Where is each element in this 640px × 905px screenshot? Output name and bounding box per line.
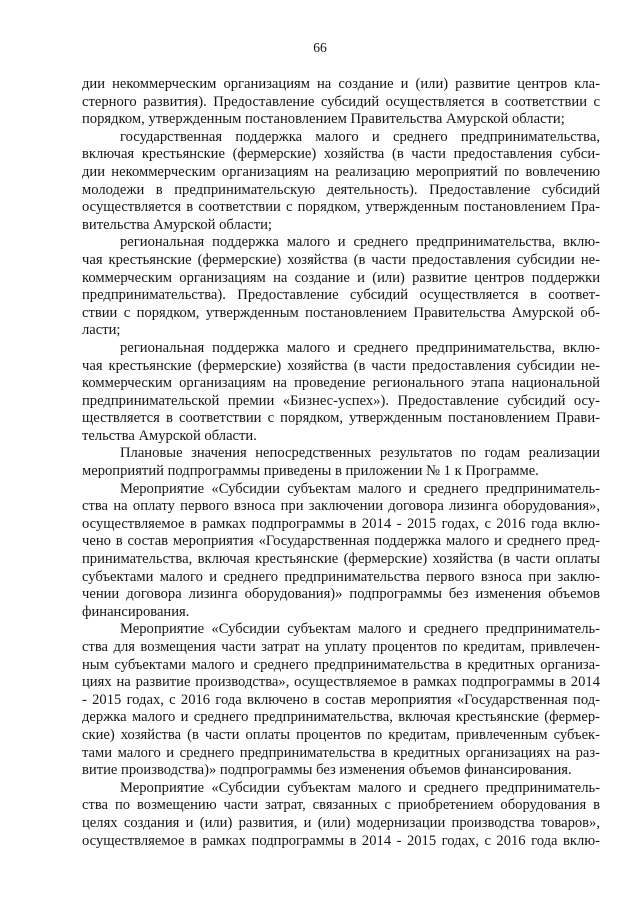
text-line: ществляется в соответствии с порядком, утвержденным постановлением Прави-: [82, 410, 600, 427]
text-line: ства для возмещения части затрат на уплату процентов по кредитам, привлечен-: [82, 639, 600, 655]
text-line: финансирования.: [82, 603, 190, 620]
text-line: циях на развитие производства», осуществляемое в рамках подпрограммы в 2014: [82, 674, 600, 691]
page-number: 66: [313, 40, 327, 55]
text-line: осуществляемое в рамках подпрограммы в 2014 - 2015 годах, с 2016 года вклю-: [82, 515, 600, 532]
text-line: ские) хозяйства (в части оплаты процентов по кредитам, привлеченным субъек-: [82, 726, 600, 743]
text-line: коммерческим организациям на создание и (или) развитие центров поддержки: [82, 269, 600, 286]
text-line: дии некоммерческим организациям на реализацию мероприятий по вовлечению: [82, 163, 600, 180]
text-line: региональная поддержка малого и среднего предпринимательства, вклю-: [120, 339, 600, 356]
text-line: мероприятий подпрограммы приведены в приложении № 1 к Программе.: [82, 463, 539, 480]
text-line: Мероприятие «Субсидии субъектам малого и среднего предприниматель-: [120, 779, 600, 796]
text-line: субъектами малого и среднего предпринимательства первого взноса при заклю-: [82, 568, 600, 585]
text-line: молодежи в предпринимательскую деятельность). Предоставление субсидий: [82, 181, 600, 198]
text-line: коммерческим организациям на проведение регионального этапа национальной: [82, 375, 600, 392]
text-line: предпринимательской премии «Бизнес-успех»). Предоставление субсидий осу-: [82, 392, 600, 409]
text-line: включая крестьянские (фермерские) хозяйства (в части предоставления субси-: [82, 146, 600, 163]
text-line: вительства Амурской области;: [82, 216, 272, 233]
text-line: стерного развития). Предоставление субсидий осуществляется в соответствии с: [82, 93, 600, 110]
text-line: ства на оплату первого взноса при заключении договора лизинга оборудования»,: [82, 498, 600, 515]
text-line: принимательства, включая крестьянские (фермерские) хозяйства (в части оплаты: [82, 551, 600, 568]
document-body: [82, 76, 600, 850]
text-line: предпринимательства). Предоставление субсидий осуществляется в соответ-: [82, 287, 600, 304]
text-line: целях создания и (или) развития, и (или) модернизации производства товаров»,: [82, 814, 600, 831]
text-line: чении договора лизинга оборудования)» подпрограммы без изменения объемов: [82, 586, 600, 603]
text-line: региональная поддержка малого и среднего предпринимательства, вклю-: [120, 234, 600, 251]
text-line: порядком, утвержденным постановлением Правительства Амурской области;: [82, 111, 565, 128]
text-line: тельства Амурской области.: [82, 427, 257, 444]
text-line: Мероприятие «Субсидии субъектам малого и среднего предприниматель-: [120, 480, 600, 497]
text-line: ным субъектами малого и среднего предпринимательства в кредитных организа-: [82, 656, 600, 673]
text-line: ласти;: [82, 322, 121, 339]
text-line: Плановые значения непосредственных результатов по годам реализации: [120, 445, 600, 462]
text-line: - 2015 годах, с 2016 года включено в состав мероприятия «Государственная под-: [82, 691, 600, 708]
text-line: осуществляемое в рамках подпрограммы в 2014 - 2015 годах, с 2016 года вклю-: [82, 832, 600, 849]
text-line: витие производства)» подпрограммы без изменения объемов финансирования.: [82, 762, 572, 779]
text-line: государственная поддержка малого и среднего предпринимательства,: [120, 128, 600, 145]
text-line: дии некоммерческим организациям на создание и (или) развитие центров кла-: [82, 76, 600, 92]
text-line: чая крестьянские (фермерские) хозяйства (в части предоставления субсидии не-: [82, 251, 600, 268]
text-line: держка малого и среднего предпринимательства, включая крестьянские (фермер-: [82, 709, 600, 726]
text-line: тами малого и среднего предпринимательства в кредитных организациях на раз-: [82, 744, 600, 761]
text-line: чено в состав мероприятия «Государственная поддержка малого и среднего пред-: [82, 533, 600, 550]
text-line: Мероприятие «Субсидии субъектам малого и среднего предприниматель-: [120, 621, 600, 638]
text-line: осуществляется в соответствии с порядком, утвержденным постановлением Пра-: [82, 199, 600, 216]
text-line: чая крестьянские (фермерские) хозяйства (в части предоставления субсидии не-: [82, 357, 600, 374]
text-line: ства по возмещению части затрат, связанных с приобретением оборудования в: [82, 797, 600, 814]
text-line: ствии с порядком, утвержденным постановлением Правительства Амурской об-: [82, 304, 600, 321]
